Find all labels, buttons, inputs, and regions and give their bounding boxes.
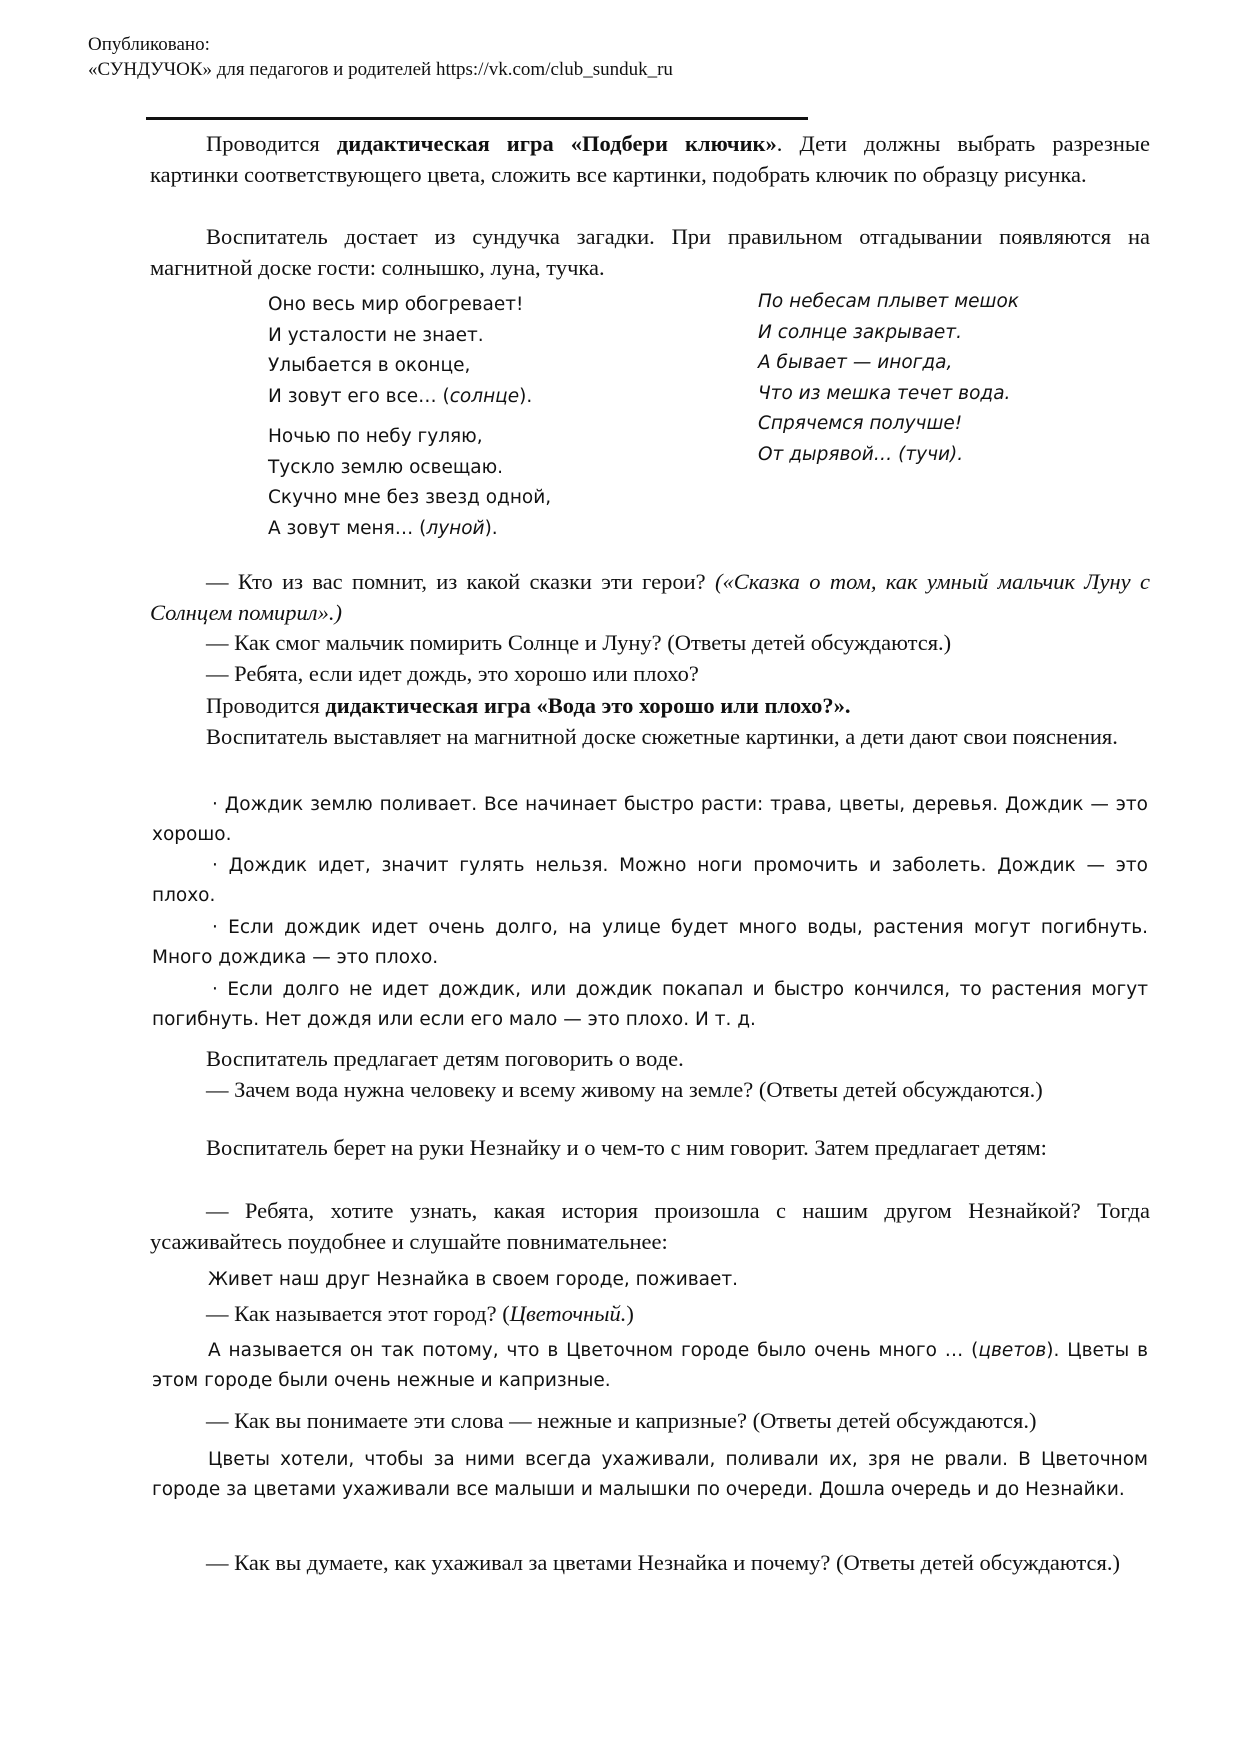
story-line: Живет наш друг Незнайка в своем городе, поживает. [208,1269,739,1290]
text-span: А зовут меня… ( [268,517,427,539]
poem-line: Скучно мне без звезд одной, [268,487,552,508]
text-span: От дырявой… ( [758,443,906,465]
question-words: — Как вы понимаете эти слова — нежные и капризные? (Ответы детей обсуждаются.) [206,1408,1037,1433]
riddle-answer: тучи [905,443,951,465]
bullet-item: · Если дождик идет очень долго, на улице будет много воды, растения могут погибнуть. Много дождика — это плохо. [152,917,1148,968]
story-line: Цветы хотели, чтобы за ними всегда ухаживали, поливали их, зря не рвали. В Цветочном городе за цветами ухаживали все малыши и малышки по очереди. Дошла очередь и до Незнайки. [152,1449,1148,1500]
publication-header [88,32,673,82]
poem-line: Ночью по небу гуляю, [268,426,483,447]
paragraph-pictures: Воспитатель выставляет на магнитной доске сюжетные картинки, а дети дают свои пояснения. [206,724,1118,749]
poem-line: Оно весь мир обогревает! [268,294,524,315]
text-span: — Как называется этот город? ( [206,1301,510,1326]
story-line [152,1336,1148,1396]
riddle-cloud [758,287,1019,470]
answer-text: цветов [978,1340,1047,1361]
question-care: — Как вы думаете, как ухаживал за цветами Незнайка и почему? (Ответы детей обсуждаются.) [206,1550,1120,1575]
poem-line: Что из мешка течет вода. [758,382,1011,404]
answer-text: Цветочный. [509,1301,627,1326]
poem-line: По небесам плывет мешок [758,291,1019,312]
text-span: ) [626,1301,634,1326]
header-divider [146,117,808,120]
bullet-item: · Если долго не идет дождик, или дождик покапал и быстро кончился, то растения могут погибнуть. Нет дождя или если его мало — это плохо. И т. д. [152,979,1148,1030]
riddle-sun [268,290,551,544]
paragraph-game-key [150,128,1150,190]
text-span: Проводится [206,693,326,718]
poem-line: Тускло землю освещаю. [268,456,504,478]
question-rain: — Ребята, если идет дождь, это хорошо или плохо? [206,661,699,686]
paragraph-neznaika: Воспитатель берет на руки Незнайку и о чем-то с ним говорит. Затем предлагает детям: [206,1135,1047,1160]
poem-line: И солнце закрывает. [758,321,962,343]
poem-line: А бывает — иногда, [758,352,953,373]
riddle-answer: солнце [449,385,520,407]
text-span: ). [484,517,498,539]
header-line-1: Опубликовано: [88,34,210,55]
text-span: Проводится [206,131,337,156]
paragraph-game-water [150,690,1150,721]
text-span: И зовут его все… ( [268,385,450,407]
fairy-tale-title: («Сказка о том, как умный мальчик Луну с Солнцем помирил».) [150,569,1150,625]
bullet-item: · Дождик землю поливает. Все начинает быстро расти: трава, цветы, деревья. Дождик — это хорошо. [152,794,1148,845]
text-span: ). Цветы в этом городе были очень нежные и капризные. [152,1340,1148,1391]
question-reconcile: — Как смог мальчик помирить Солнце и Луну? (Ответы детей обсуждаются.) [206,630,952,655]
question-city [150,1298,1150,1329]
poem-line [268,382,551,413]
poem-line: Улыбается в оконце, [268,355,471,376]
poem-line: Спрячемся получше! [758,413,963,434]
paragraph-water-talk: Воспитатель предлагает детям поговорить о воде. [206,1046,684,1071]
text-span: ). [519,385,533,407]
question-fairy-tale [150,566,1150,628]
poem-line [268,514,551,545]
text-span: А называется он так потому, что в Цветочном городе было очень много … ( [208,1340,979,1361]
bullet-item: · Дождик идет, значит гулять нельзя. Можно ноги промочить и заболеть. Дождик — это плохо. [152,855,1148,906]
riddle-answer: луной [426,517,485,539]
text-span: — Кто из вас помнит, из какой сказки эти герои? [206,569,715,594]
header-line-2: «СУНДУЧОК» для педагогов и родителей https://vk.com/club_sunduk_ru [88,59,673,80]
text-span: ). [950,443,964,465]
question-why-water: — Зачем вода нужна человеку и всему живому на земле? (Ответы детей обсуждаются.) [206,1077,1043,1102]
riddle-moon [268,422,551,544]
text-span: . Дети должны выбрать разрезные картинки соответствующего цвета, сложить все картинки, подобрать ключик по образцу рисунка. [150,131,1151,187]
question-story: — Ребята, хотите узнать, какая история произошла с нашим другом Незнайкой? Тогда усаживайтесь поудобнее и слушайте повнимательнее: [150,1198,1150,1254]
game-title: дидактическая игра «Вода это хорошо или плохо?». [325,693,851,718]
poem-line: И усталости не знает. [268,324,484,346]
poem-line [758,440,1019,471]
paragraph-riddles-intro: Воспитатель достает из сундучка загадки. При правильном отгадывании появляются на магнитной доске гости: солнышко, луна, тучка. [150,224,1150,280]
game-title: дидактическая игра «Подбери ключик» [336,131,777,156]
